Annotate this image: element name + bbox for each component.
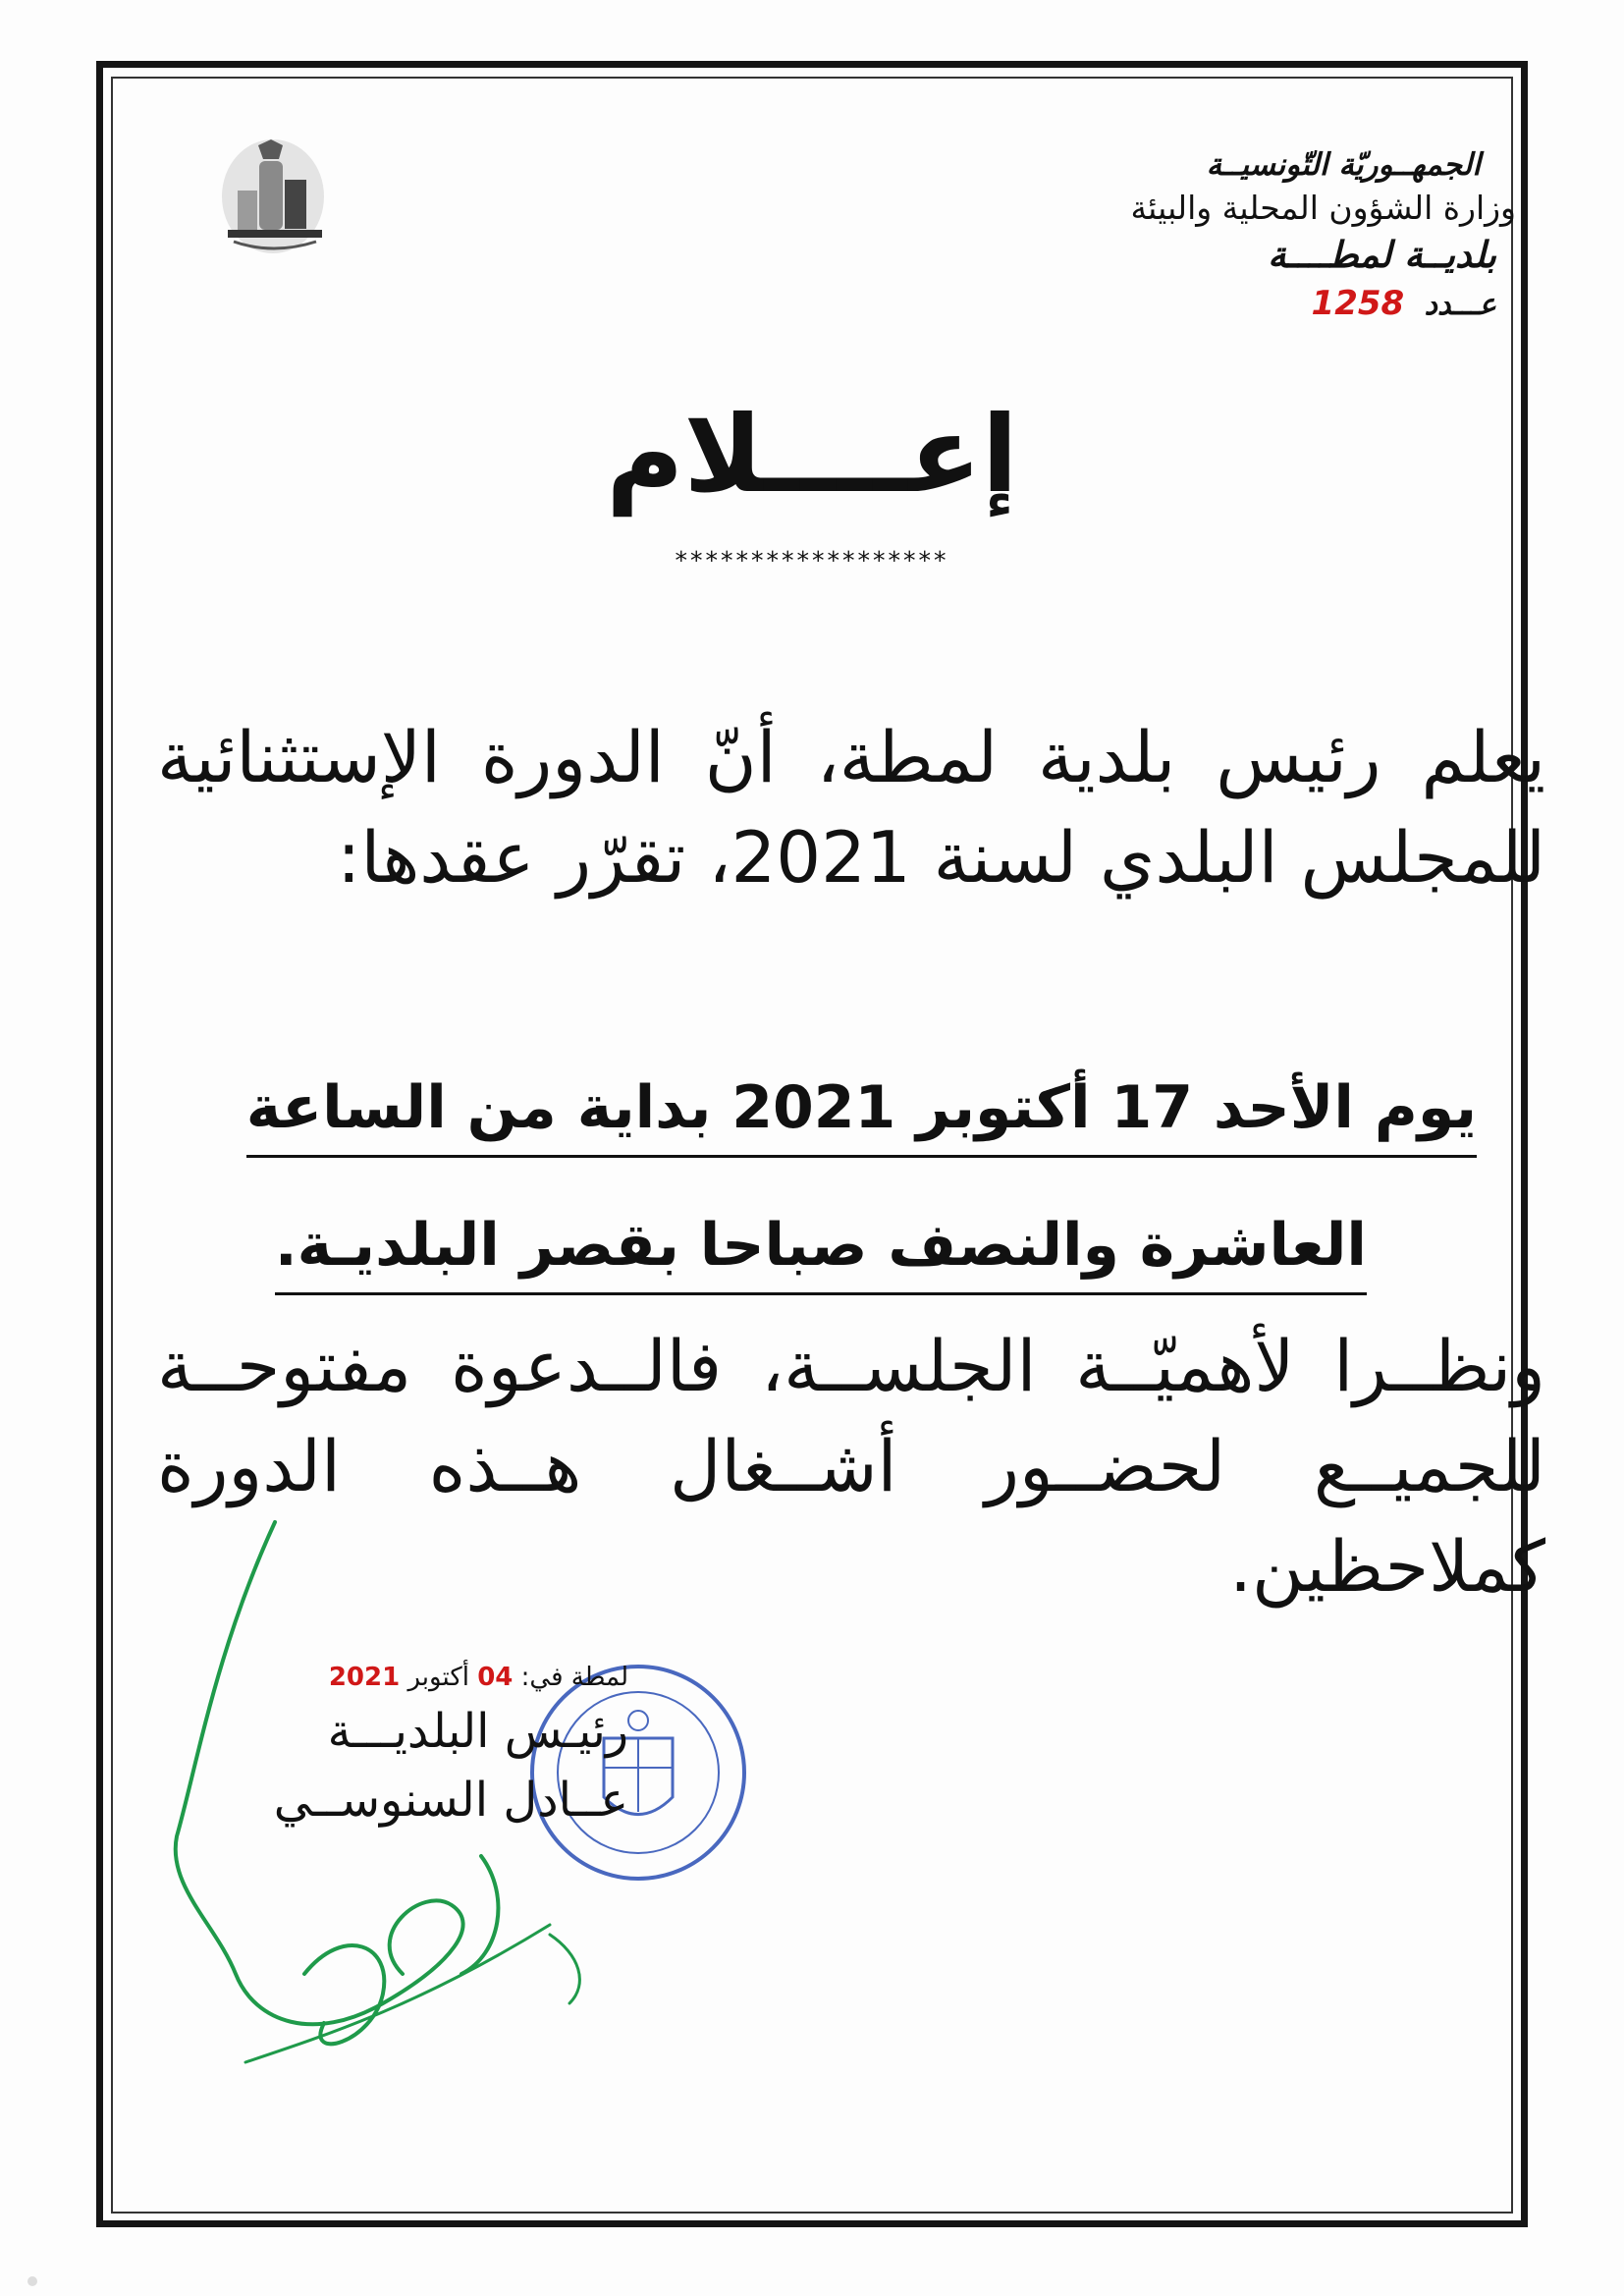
session-time-place-line: العاشرة والنصف صباحا بقصر البلديـة.: [275, 1198, 1367, 1295]
municipality-name: بلديــة لمطــــة: [1268, 233, 1496, 276]
ministry-name: وزارة الشؤون المحلية والبيئة: [1130, 189, 1516, 227]
signer-title: رئيـس البلديـــة: [327, 1704, 628, 1759]
date-day: 04: [477, 1663, 514, 1692]
document-title: إعــــلام: [606, 394, 1018, 517]
announcement-paragraph-2: ونظــرا لأهميّــة الجلســة، فالــدعوة مفتوحــة للجميــع لحضــور أشــغال هــذه الدورة كملاحظين.: [157, 1325, 1545, 1608]
municipality-logo: [214, 126, 336, 261]
reference-label: عـــدد: [1424, 288, 1496, 322]
scan-speck: [27, 2276, 37, 2286]
date-year: 2021: [328, 1663, 401, 1692]
reference-number: 1258: [1311, 284, 1405, 323]
date-line: [216, 1658, 628, 1697]
signature-block: [216, 1658, 628, 1834]
republic-name: الجمهــوريّة التّونسيــة: [1206, 147, 1481, 183]
signer-name: عــادل السنوســي: [273, 1773, 628, 1828]
letterhead: [966, 147, 1516, 323]
announcement-paragraph-1: يعلم رئيس بلدية لمطة، أنّ الدورة الإستثنائية للمجلس البلدي لسنة 2021، تقرّر عقدها:: [157, 716, 1545, 899]
date-prefix: لمطة في:: [520, 1663, 628, 1692]
date-month: أكتوبر: [407, 1663, 469, 1692]
session-date-line: يوم الأحد 17 أكتوبر 2021 بداية من الساعة: [246, 1061, 1477, 1158]
reference-line: [966, 284, 1496, 323]
title-separator: ******************: [675, 546, 949, 574]
